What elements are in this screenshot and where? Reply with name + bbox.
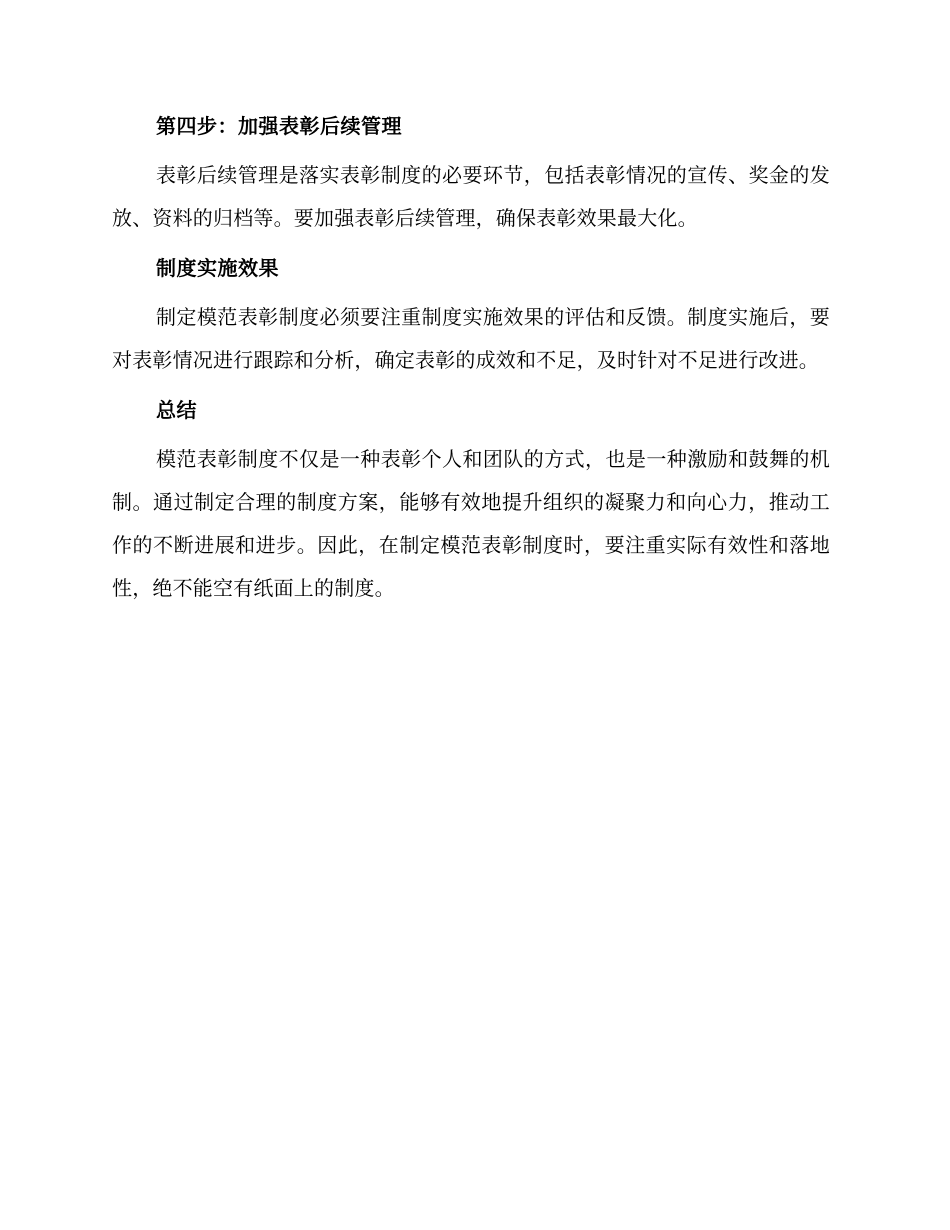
section-heading: 第四步：加强表彰后续管理 xyxy=(156,114,402,138)
section-paragraph: 表彰后续管理是落实表彰制度的必要环节，包括表彰情况的宣传、奖金的发放、资料的归档等。要加强表彰后续管理，确保表彰效果最大化。 xyxy=(112,163,830,230)
section-paragraph: 制定模范表彰制度必须要注重制度实施效果的评估和反馈。制度实施后，要对表彰情况进行跟踪和分析，确定表彰的成效和不足，及时针对不足进行改进。 xyxy=(112,305,830,372)
section-summary xyxy=(112,392,830,610)
section-heading: 总结 xyxy=(156,398,197,422)
section-implementation-effect xyxy=(112,250,830,382)
section-heading: 制度实施效果 xyxy=(156,256,279,280)
section-paragraph: 模范表彰制度不仅是一种表彰个人和团队的方式，也是一种激励和鼓舞的机制。通过制定合理的制度方案，能够有效地提升组织的凝聚力和向心力，推动工作的不断进展和进步。因此，在制定模范表彰制度时，要注重实际有效性和落地性，绝不能空有纸面上的制度。 xyxy=(112,447,830,600)
document-page xyxy=(112,108,830,620)
section-step-four xyxy=(112,108,830,240)
